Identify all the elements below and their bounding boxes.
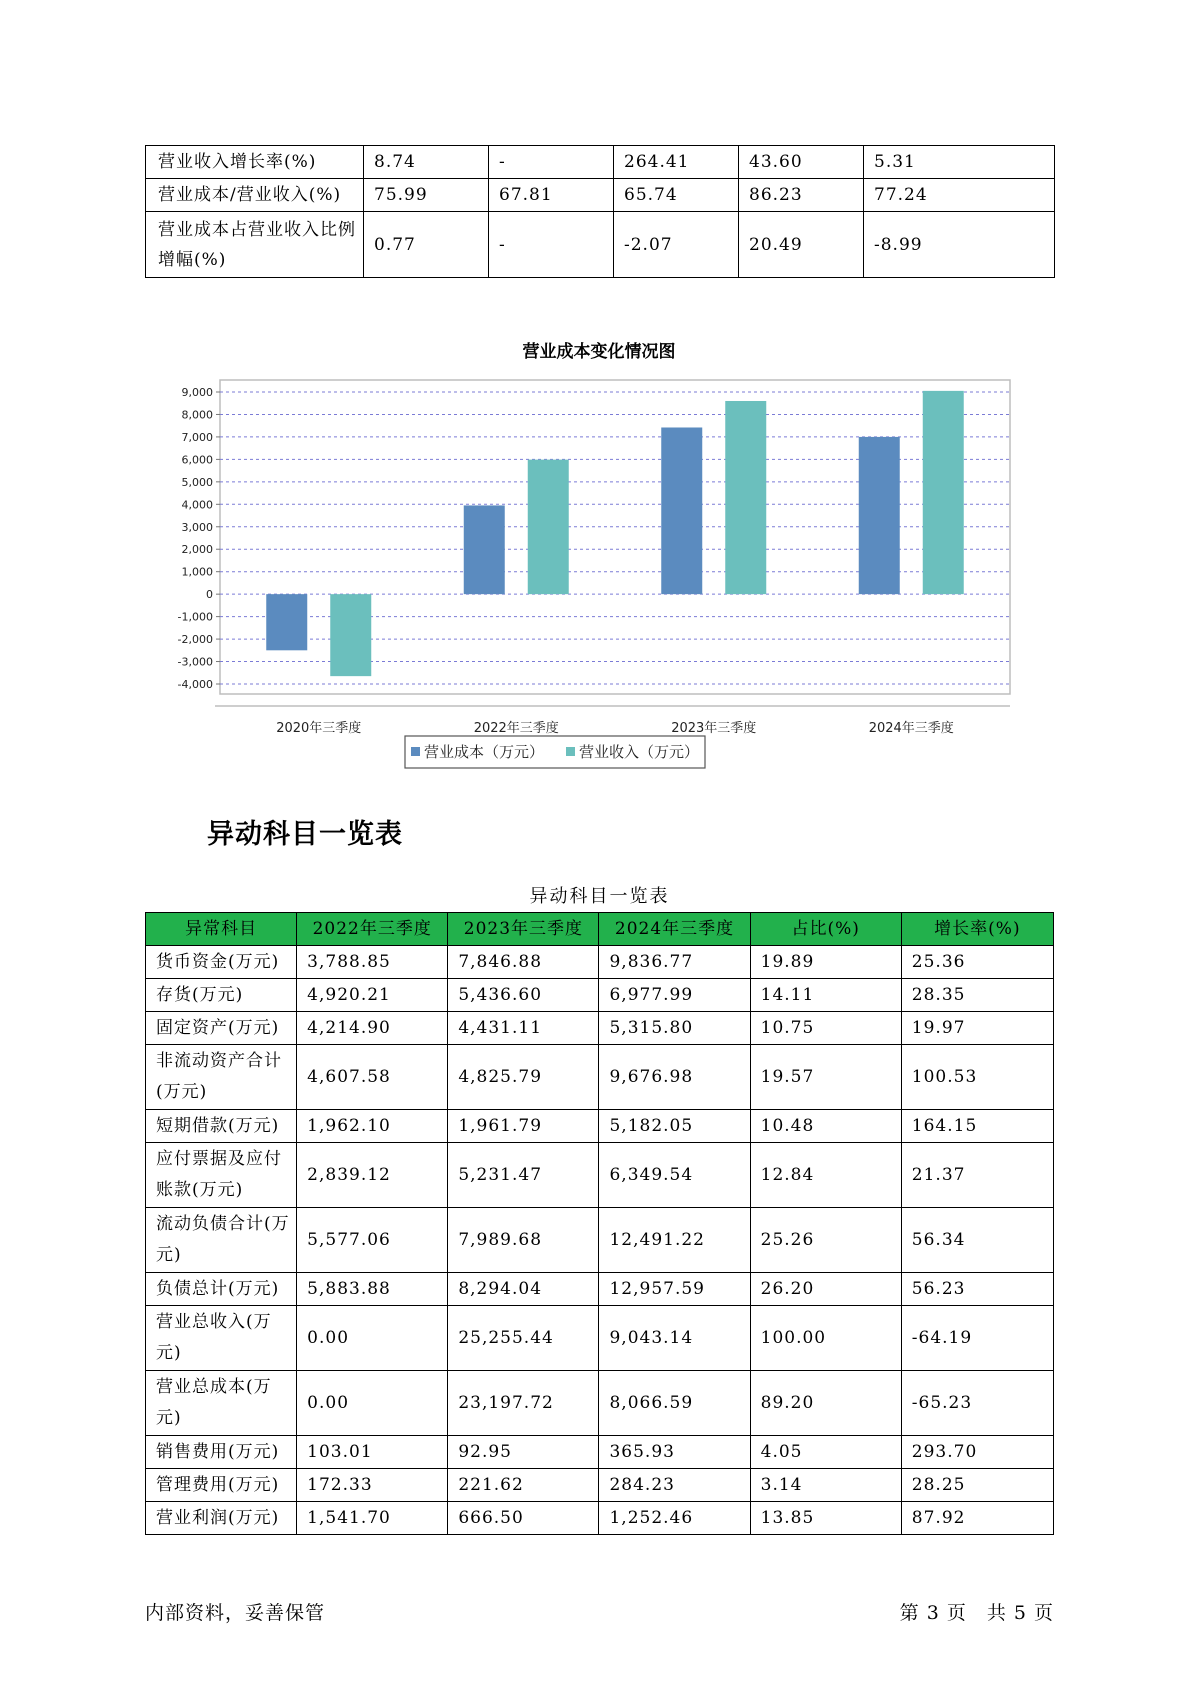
table-cell: 12,957.59	[599, 1273, 750, 1306]
y-tick-label: 0	[206, 588, 213, 602]
table-cell: 19.97	[901, 1012, 1053, 1045]
table-cell: 9,043.14	[599, 1306, 750, 1371]
table-cell: 365.93	[599, 1436, 750, 1469]
y-tick-label: 5,000	[181, 475, 213, 489]
x-category-label: 2020年三季度	[276, 721, 362, 736]
row-label: 销售费用(万元)	[146, 1436, 297, 1469]
legend-label-cost: 营业成本（万元）	[424, 743, 545, 761]
y-tick-label: 3,000	[181, 520, 213, 534]
table-header-row	[146, 913, 1054, 946]
table-row	[146, 1045, 1054, 1110]
table-cell: 25.36	[901, 946, 1053, 979]
row-label: 营业收入增长率(%)	[146, 146, 364, 179]
row-label: 货币资金(万元)	[146, 946, 297, 979]
bar-cost	[464, 505, 505, 594]
table-cell: 19.89	[750, 946, 901, 979]
table-cell: -64.19	[901, 1306, 1053, 1371]
bar-cost	[266, 594, 307, 650]
table-cell: 10.48	[750, 1110, 901, 1143]
table-cell: 221.62	[448, 1469, 599, 1502]
table-cell: 28.25	[901, 1469, 1053, 1502]
table-cell: 284.23	[599, 1469, 750, 1502]
table-cell: 86.23	[739, 179, 864, 212]
table-cell: 0.00	[297, 1371, 448, 1436]
x-category-label: 2023年三季度	[671, 721, 757, 736]
bar-revenue	[330, 594, 371, 676]
y-tick-label: 2,000	[181, 543, 213, 557]
table-cell: 2,839.12	[297, 1143, 448, 1208]
column-header: 2022年三季度	[297, 913, 448, 946]
table-cell: 1,961.79	[448, 1110, 599, 1143]
table-cell: 21.37	[901, 1143, 1053, 1208]
column-header: 占比(%)	[750, 913, 901, 946]
table-cell: 28.35	[901, 979, 1053, 1012]
y-tick-label: 4,000	[181, 498, 213, 512]
bar-cost	[859, 437, 900, 594]
table-cell: 23,197.72	[448, 1371, 599, 1436]
y-tick-label: 9,000	[181, 386, 213, 399]
column-header: 异常科目	[146, 913, 297, 946]
table-cell: 20.49	[739, 212, 864, 278]
y-tick-label: 7,000	[181, 430, 213, 444]
table-cell: 87.92	[901, 1502, 1053, 1535]
table-row	[146, 979, 1054, 1012]
table-cell: 13.85	[750, 1502, 901, 1535]
table-cell: 89.20	[750, 1371, 901, 1436]
table-cell: 8.74	[364, 146, 489, 179]
table-cell: 0.77	[364, 212, 489, 278]
table-cell: 5,577.06	[297, 1208, 448, 1273]
table-cell: 9,676.98	[599, 1045, 750, 1110]
table-cell: 7,846.88	[448, 946, 599, 979]
growth-metrics-table	[145, 145, 1055, 278]
bar-revenue	[725, 401, 766, 594]
row-label: 营业总收入(万元)	[146, 1306, 297, 1371]
table-cell: 1,962.10	[297, 1110, 448, 1143]
table-row	[146, 1502, 1054, 1535]
table-cell: 7,989.68	[448, 1208, 599, 1273]
row-label: 营业总成本(万元)	[146, 1371, 297, 1436]
table-row	[146, 179, 1055, 212]
y-tick-label: -1,000	[177, 610, 213, 624]
column-header: 增长率(%)	[901, 913, 1053, 946]
y-tick-label: 8,000	[181, 408, 213, 422]
table-cell: 5,231.47	[448, 1143, 599, 1208]
table-caption: 异动科目一览表	[529, 886, 670, 907]
table-row	[146, 1469, 1054, 1502]
row-label: 流动负债合计(万元)	[146, 1208, 297, 1273]
table-row	[146, 1110, 1054, 1143]
row-label: 管理费用(万元)	[146, 1469, 297, 1502]
table-cell: 100.00	[750, 1306, 901, 1371]
legend-swatch-cost	[411, 747, 420, 756]
table-row	[146, 1306, 1054, 1371]
table-cell: 100.53	[901, 1045, 1053, 1110]
table-row	[146, 1012, 1054, 1045]
table-cell: 9,836.77	[599, 946, 750, 979]
table-cell: 26.20	[750, 1273, 901, 1306]
table-cell: 5,883.88	[297, 1273, 448, 1306]
table-cell: 3,788.85	[297, 946, 448, 979]
table-row	[146, 146, 1055, 179]
table-cell: 4,431.11	[448, 1012, 599, 1045]
table-cell: 4,607.58	[297, 1045, 448, 1110]
table-cell: 666.50	[448, 1502, 599, 1535]
table-cell: 19.57	[750, 1045, 901, 1110]
table-row	[146, 1273, 1054, 1306]
table-cell: 6,977.99	[599, 979, 750, 1012]
row-label: 固定资产(万元)	[146, 1012, 297, 1045]
operating-cost-chart	[145, 332, 1054, 782]
x-category-label: 2024年三季度	[868, 721, 954, 736]
column-header: 2023年三季度	[448, 913, 599, 946]
table-cell: 172.33	[297, 1469, 448, 1502]
table-cell: 75.99	[364, 179, 489, 212]
bar-cost	[661, 427, 702, 594]
table-cell: 293.70	[901, 1436, 1053, 1469]
table-cell: 8,066.59	[599, 1371, 750, 1436]
row-label: 非流动资产合计(万元)	[146, 1045, 297, 1110]
table-cell: 5.31	[864, 146, 1055, 179]
table-cell: 3.14	[750, 1469, 901, 1502]
chart-title: 营业成本变化情况图	[522, 342, 676, 362]
row-label: 存货(万元)	[146, 979, 297, 1012]
row-label: 应付票据及应付账款(万元)	[146, 1143, 297, 1208]
table-cell: -65.23	[901, 1371, 1053, 1436]
x-category-label: 2022年三季度	[473, 721, 559, 736]
table-cell: -	[489, 212, 614, 278]
table-cell: -8.99	[864, 212, 1055, 278]
table-row	[146, 212, 1055, 278]
table-cell: 6,349.54	[599, 1143, 750, 1208]
y-tick-label: -3,000	[177, 655, 213, 669]
table-row	[146, 1208, 1054, 1273]
table-cell: 77.24	[864, 179, 1055, 212]
table-cell: 5,182.05	[599, 1110, 750, 1143]
row-label: 负债总计(万元)	[146, 1273, 297, 1306]
table-cell: 4,825.79	[448, 1045, 599, 1110]
table-cell: 103.01	[297, 1436, 448, 1469]
table-cell: 92.95	[448, 1436, 599, 1469]
row-label: 营业成本占营业收入比例增幅(%)	[146, 212, 364, 278]
anomaly-items-table	[145, 912, 1054, 1535]
table-row	[146, 946, 1054, 979]
y-tick-label: 1,000	[181, 565, 213, 579]
table-cell: 12,491.22	[599, 1208, 750, 1273]
table-cell: 25,255.44	[448, 1306, 599, 1371]
table-cell: 1,541.70	[297, 1502, 448, 1535]
table-cell: 12.84	[750, 1143, 901, 1208]
table-cell: 65.74	[614, 179, 739, 212]
table-cell: 4.05	[750, 1436, 901, 1469]
table-cell: 4,214.90	[297, 1012, 448, 1045]
chart-svg	[145, 332, 1054, 782]
table-cell: 56.34	[901, 1208, 1053, 1273]
table-cell: 5,315.80	[599, 1012, 750, 1045]
y-tick-label: 6,000	[181, 453, 213, 467]
section-heading: 异动科目一览表	[207, 819, 403, 850]
table-cell: 43.60	[739, 146, 864, 179]
table-cell: -2.07	[614, 212, 739, 278]
table-row	[146, 1143, 1054, 1208]
table-cell: 164.15	[901, 1110, 1053, 1143]
table-cell: 10.75	[750, 1012, 901, 1045]
table-cell: 56.23	[901, 1273, 1053, 1306]
table-cell: 14.11	[750, 979, 901, 1012]
table-cell: 5,436.60	[448, 979, 599, 1012]
table-cell: 25.26	[750, 1208, 901, 1273]
legend-swatch-revenue	[566, 747, 575, 756]
table-cell: -	[489, 146, 614, 179]
table-cell: 264.41	[614, 146, 739, 179]
table-row	[146, 1436, 1054, 1469]
column-header: 2024年三季度	[599, 913, 750, 946]
table-cell: 4,920.21	[297, 979, 448, 1012]
table-cell: 0.00	[297, 1306, 448, 1371]
legend-label-revenue: 营业收入（万元）	[579, 743, 700, 761]
table-cell: 1,252.46	[599, 1502, 750, 1535]
table-cell: 67.81	[489, 179, 614, 212]
y-tick-label: -4,000	[177, 678, 213, 691]
footer-confidential-note: 内部资料，妥善保管	[145, 1602, 326, 1624]
footer-page-number: 第 3 页 共 5 页	[899, 1602, 1054, 1624]
table-row	[146, 1371, 1054, 1436]
y-tick-label: -2,000	[177, 633, 213, 647]
row-label: 短期借款(万元)	[146, 1110, 297, 1143]
row-label: 营业成本/营业收入(%)	[146, 179, 364, 212]
table-cell: 8,294.04	[448, 1273, 599, 1306]
row-label: 营业利润(万元)	[146, 1502, 297, 1535]
bar-revenue	[923, 391, 964, 594]
bar-revenue	[528, 460, 569, 595]
